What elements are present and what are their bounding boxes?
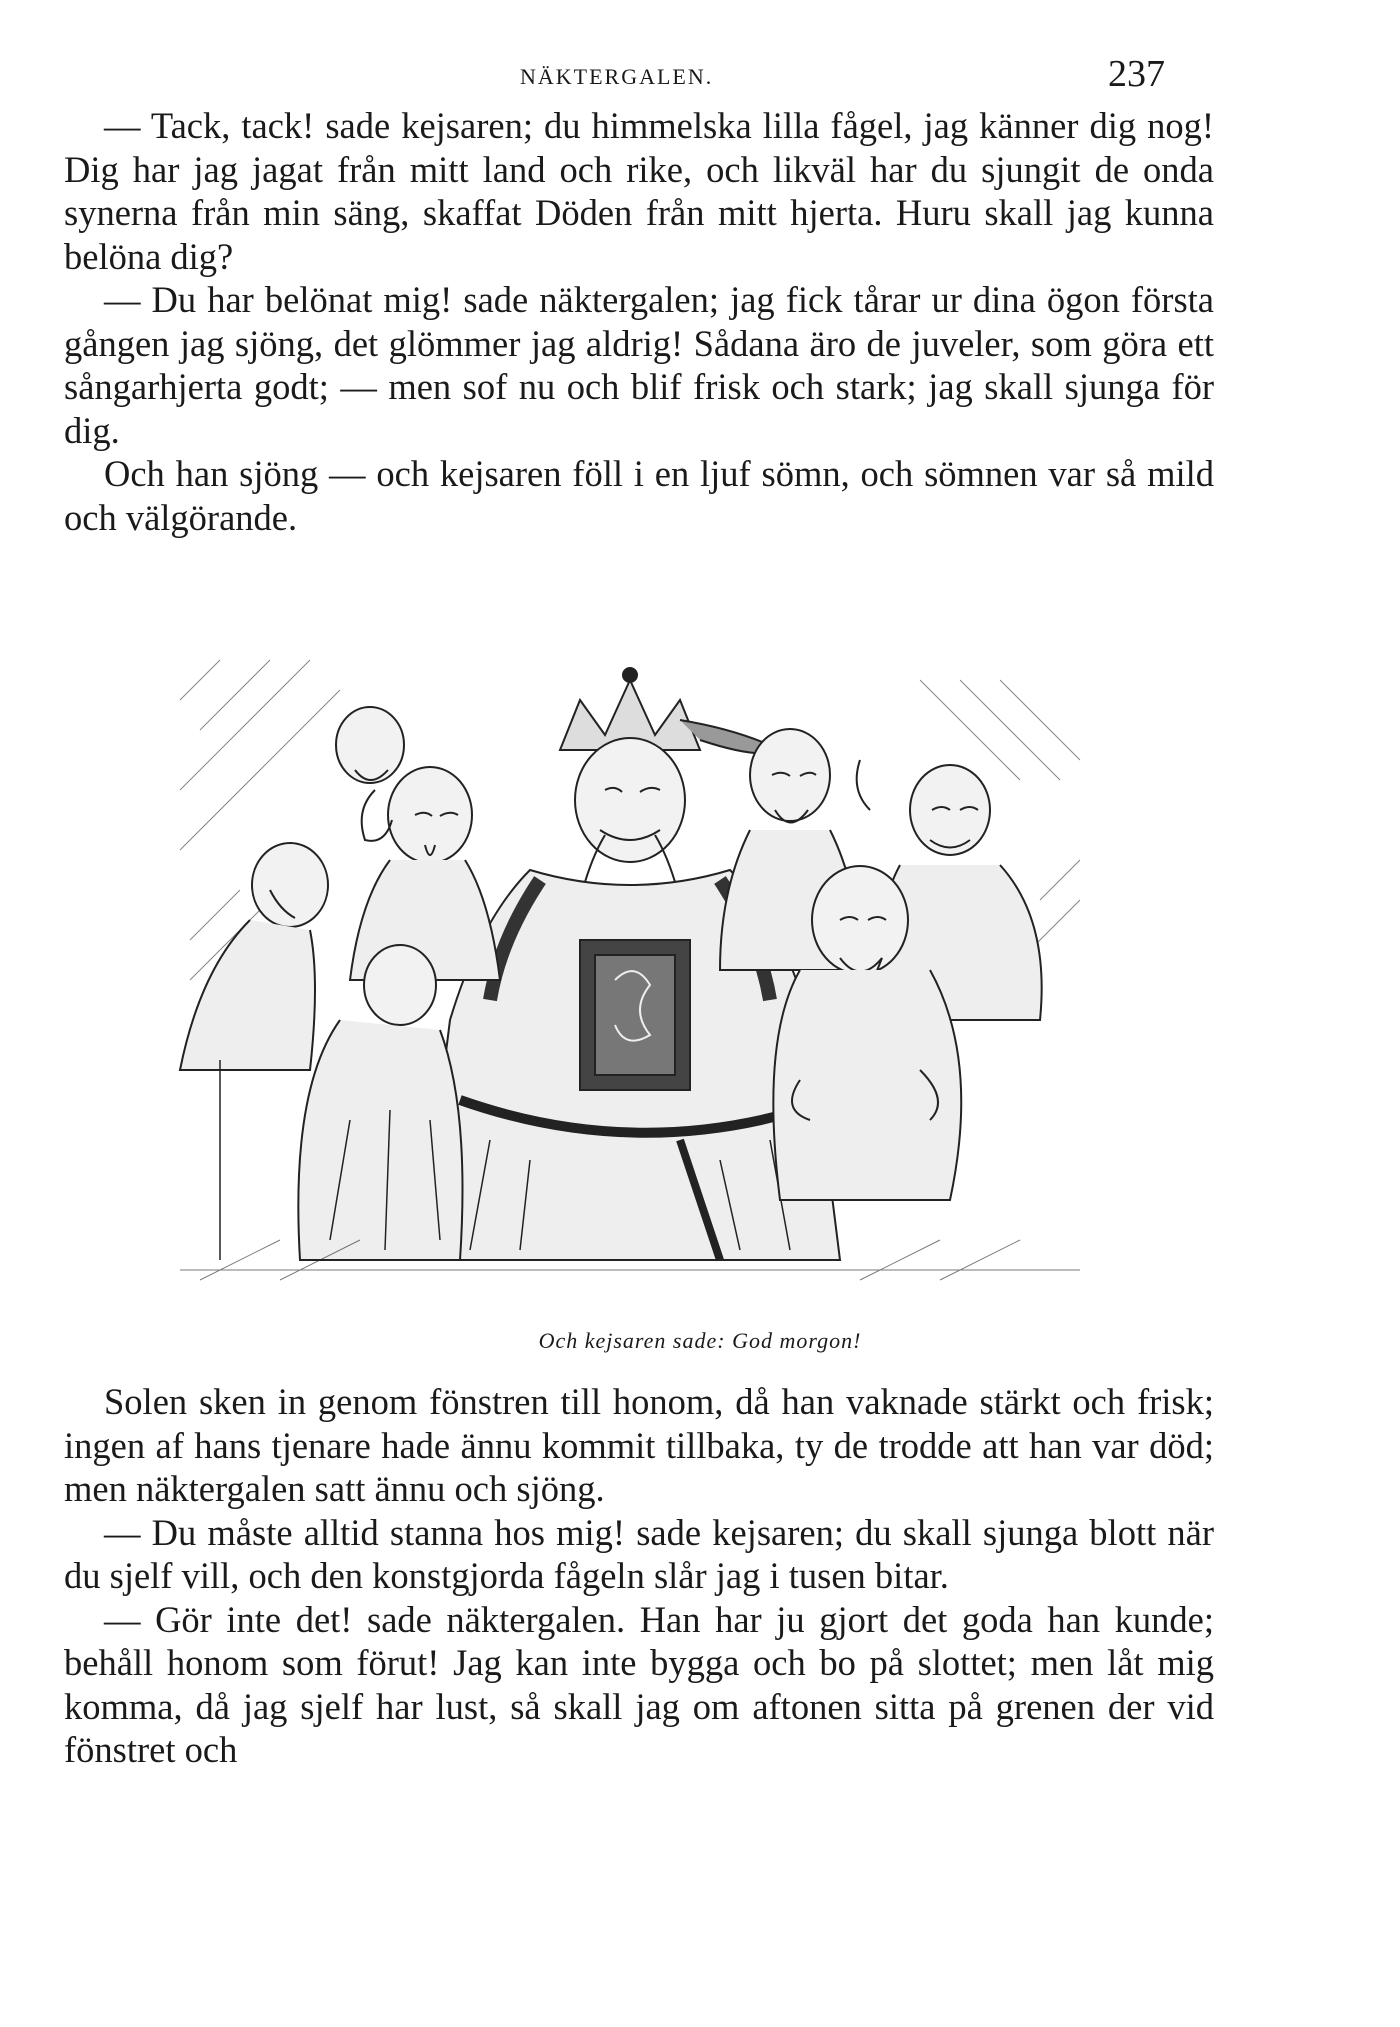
running-title: NÄKTERGALEN. xyxy=(520,64,714,89)
text-block-top xyxy=(64,104,1214,539)
engraving-illustration xyxy=(160,640,1100,1310)
text-block-bottom xyxy=(64,1380,1214,1772)
paragraph: Solen sken in genom fönstren till honom, då han vaknade stärkt och frisk; ingen af hans tjenare hade ännu kommit tillbaka, ty de trodde att han var död; men näktergalen satt ännu och sjöng. xyxy=(64,1381,1214,1509)
courtier-figure-left-1 xyxy=(350,767,500,980)
courtier-figure-left-4 xyxy=(336,707,404,783)
paragraph: — Du måste alltid stanna hos mig! sade kejsaren; du skall sjunga blott när du sjelf vill, och den konstgjorda fågeln slår jag i tusen bitar. xyxy=(64,1511,1214,1596)
courtier-figure-left-3 xyxy=(298,945,462,1260)
paragraph: — Gör inte det! sade näktergalen. Han har ju gjort det goda han kunde; behåll honom som förut! Jag kan inte bygga och bo på slottet; men låt mig komma, då jag sjelf har lust, så skall jag om aftonen sitta på grenen der vid fönstret och xyxy=(64,1598,1214,1770)
paragraph: — Du har belönat mig! sade näktergalen; jag fick tårar ur dina ögon första gången jag sjöng, det glömmer jag aldrig! Sådana äro de juveler, som göra ett sångarhjerta godt; — men sof nu och blif frisk och stark; jag skall sjunga för dig. xyxy=(64,279,1214,451)
illustration-caption: Och kejsaren sade: God morgon! xyxy=(538,1328,862,1353)
page-number: 237 xyxy=(1108,53,1165,95)
paragraph: Och han sjöng — och kejsaren föll i en ljuf sömn, och sömnen var så mild och välgörande. xyxy=(64,453,1214,538)
paragraph: — Tack, tack! sade kejsaren; du himmelska lilla fågel, jag känner dig nog! Dig har jag jagat från mitt land och rike, och likväl har du sjungit de onda synerna från min säng, skaffat Döden från mitt hjerta. Huru skall jag kunna belöna dig? xyxy=(64,105,1214,277)
